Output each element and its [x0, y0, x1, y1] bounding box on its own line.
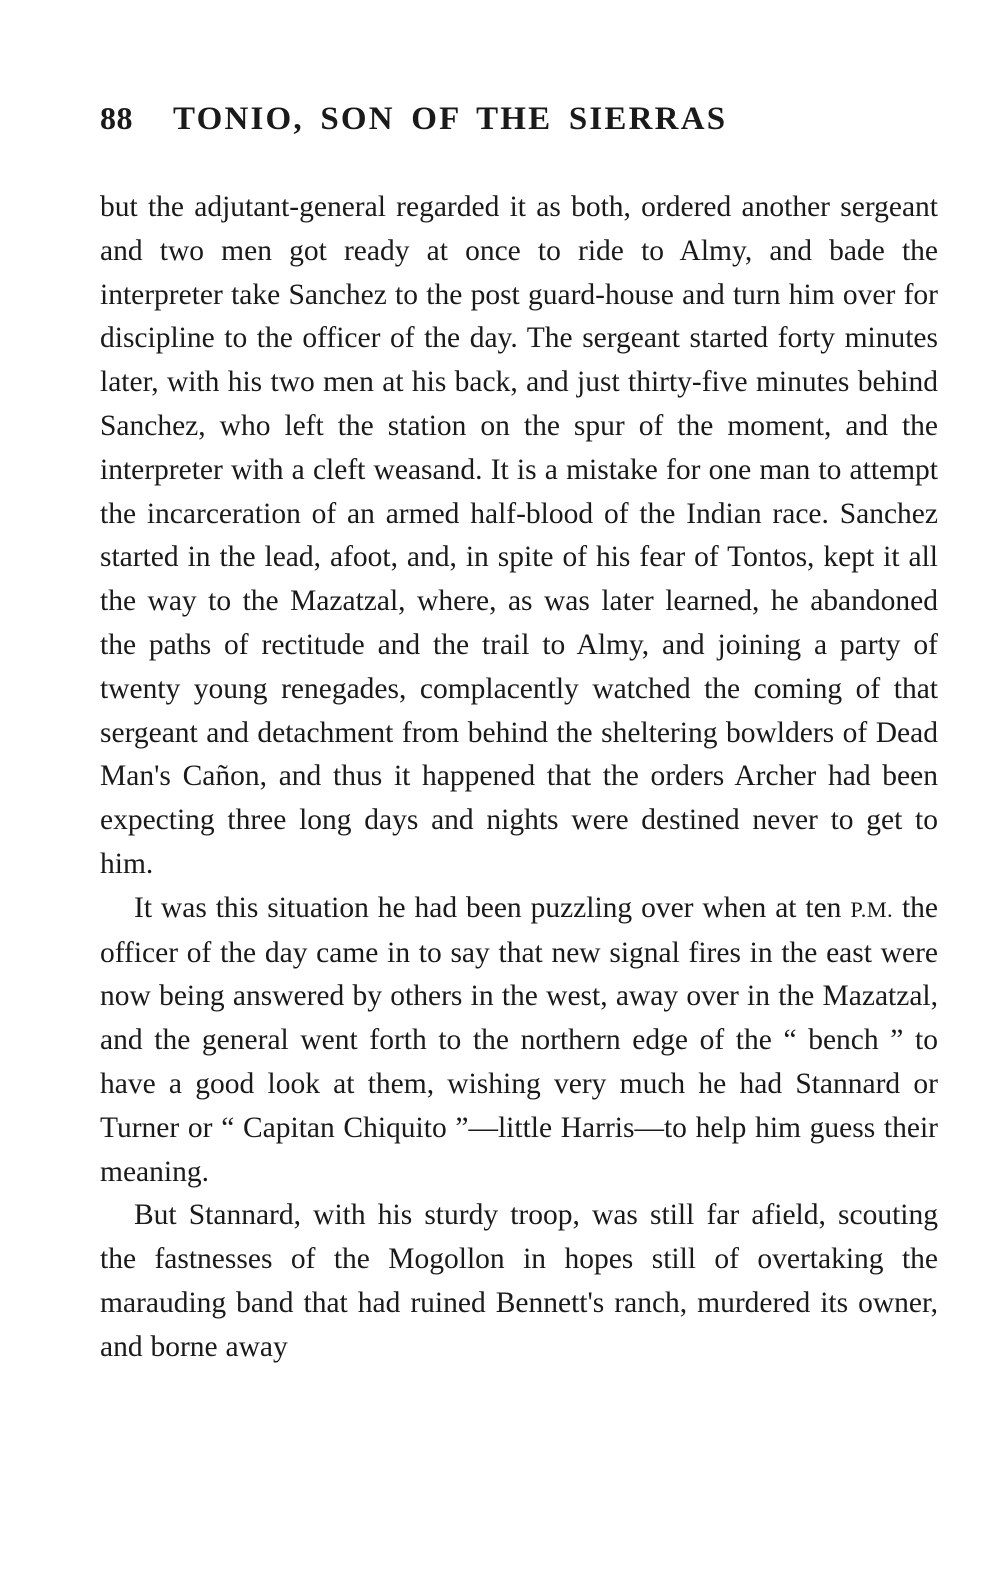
paragraph-2	[100, 887, 938, 1195]
book-title: TONIO, SON OF THE SIERRAS	[173, 101, 728, 137]
body-text	[100, 186, 938, 1370]
running-head	[100, 100, 936, 138]
page-number: 88	[100, 100, 133, 136]
paragraph-3: But Stannard, with his sturdy troop, was still far afield, scouting the fastnesses of the Mogollon in hopes still of overtaking the marauding band that had ruined Bennett's ranch, murdered its owner, and borne away	[100, 1199, 938, 1363]
paragraph-2-rest: the officer of the day came in to say that new signal fires in the east were now being answered by others in the west, away over in the Mazatzal, and the general went forth to the northern edge of the “ bench ” to have a good look at them, wishing very much he had Stannard or Turner or “ Capitan Chiquito ”—little Harris—to help him guess their meaning.	[100, 891, 938, 1188]
paragraph-2-lead: It was this situation he had been puzzling over when at ten	[134, 891, 851, 924]
small-caps-pm: P.M.	[850, 896, 894, 922]
paragraph-1: but the adjutant-general regarded it as both, ordered another sergeant and two men got ready at once to ride to Almy, and bade the interpreter take Sanchez to the post guard-house and turn him over for discipline to the officer of the day. The sergeant started forty minutes later, with his two men at his back, and just thirty-five minutes behind Sanchez, who left the station on the spur of the moment, and the interpreter with a cleft weasand. It is a mistake for one man to attempt the incarceration of an armed half-blood of the Indian race. Sanchez started in the lead, afoot, and, in spite of his fear of Tontos, kept it all the way to the Mazatzal, where, as was later learned, he abandoned the paths of rectitude and the trail to Almy, and joining a party of twenty young renegades, complacently watched the coming of that sergeant and detachment from behind the sheltering bowlders of Dead Man's Cañon, and thus it happened that the orders Archer had been expecting three long days and nights were destined never to get to him.	[100, 191, 938, 880]
